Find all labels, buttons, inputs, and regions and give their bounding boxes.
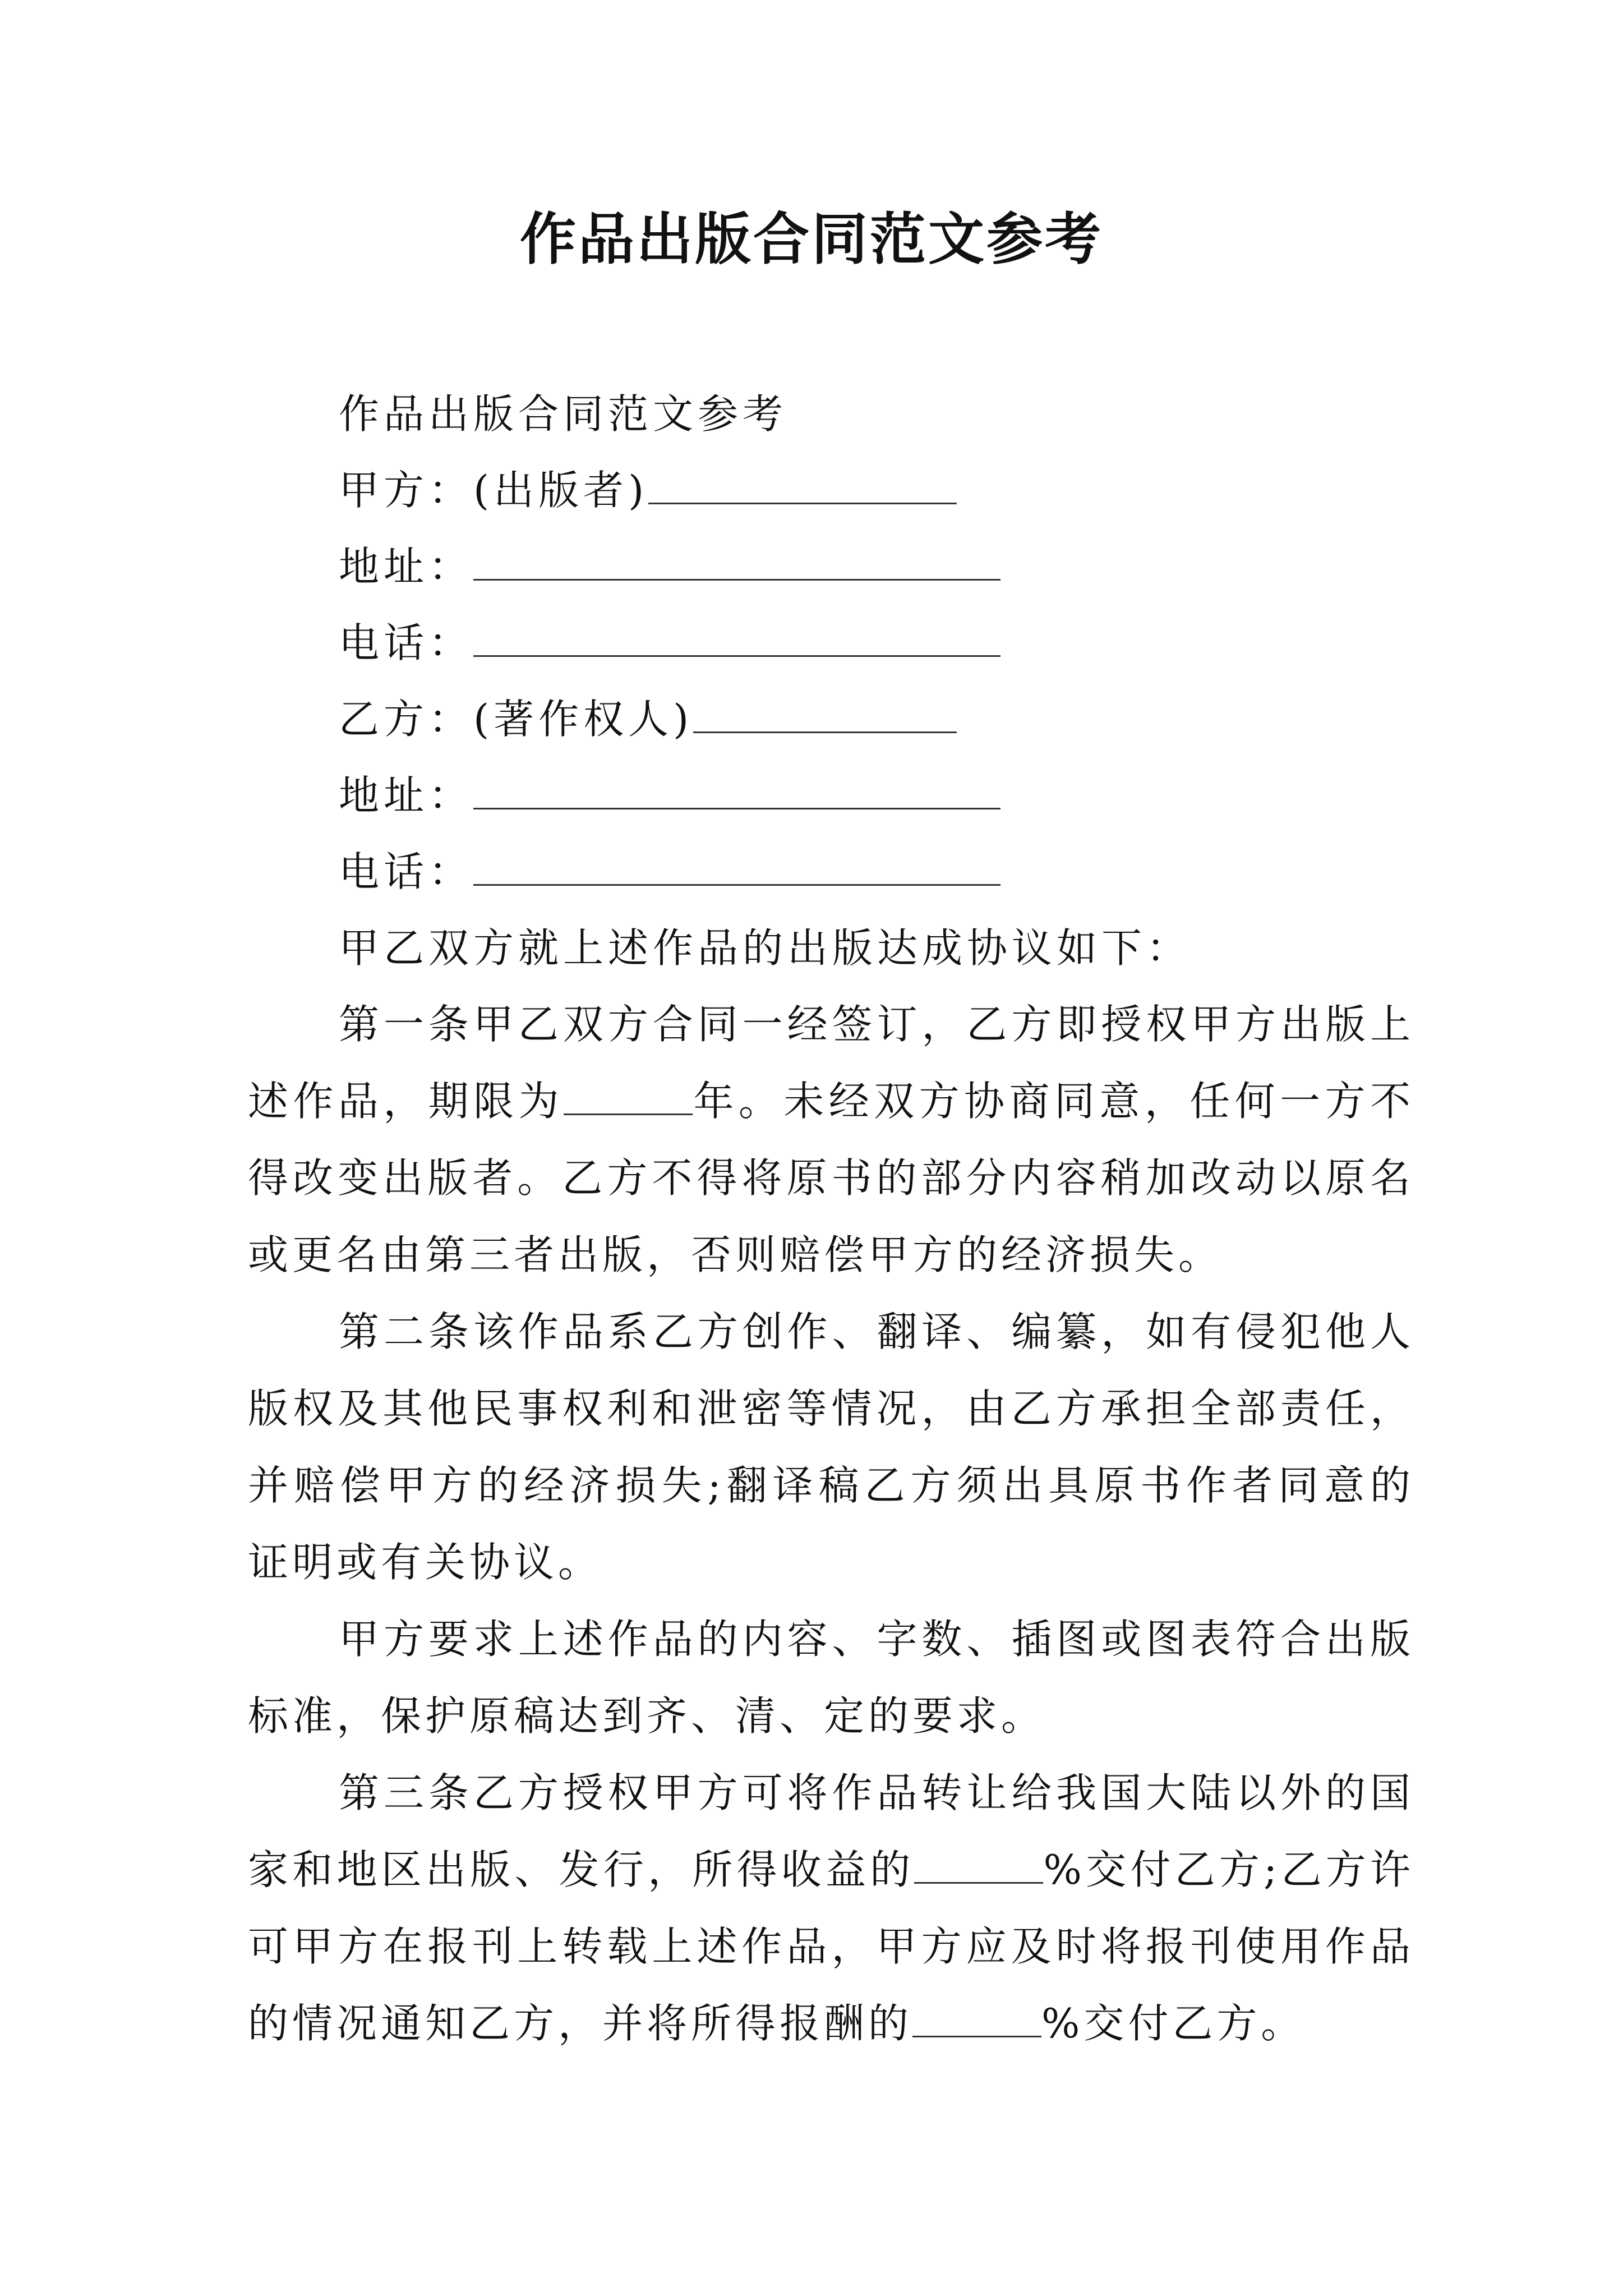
document-title: 作品出版合同范文参考 <box>520 206 1103 272</box>
article-1 <box>248 986 1414 1294</box>
article-3 <box>248 1755 1414 2062</box>
agreement-intro-line <box>248 910 1414 986</box>
party-a-label: 甲方：(出版者) <box>339 467 649 514</box>
party-b-phone-blank[interactable] <box>473 848 1000 886</box>
party-b-line <box>248 681 1414 757</box>
article-2-text: 第二条该作品系乙方创作、翻译、编纂，如有侵犯他人版权及其他民事权利和泄密等情况，由乙方承担全部责任，并赔偿甲方的经济损失;翻译稿乙方须出具原书作者同意的证明或有关协议。 <box>248 1308 1414 1586</box>
party-b-label: 乙方：(著作权人) <box>339 696 694 743</box>
article-3-part-1: 第三条乙方授权甲方可将作品转让给我国大陆以外的国家和地区出版、发行，所得收益的 <box>248 1769 1414 1893</box>
party-a-line <box>248 452 1414 528</box>
party-a-phone-label: 电话： <box>339 619 474 666</box>
subtitle-line <box>248 376 1414 452</box>
article-1-part-1: 第一条甲乙双方合同一经签订，乙方即授权甲方出版上述作品，期限为 <box>248 1001 1414 1125</box>
document-body <box>248 376 1414 2062</box>
party-a-address-label: 地址： <box>339 543 474 590</box>
party-b-phone-label: 电话： <box>339 848 474 895</box>
requirement-paragraph <box>248 1601 1414 1755</box>
party-a-phone-line <box>248 605 1414 681</box>
subtitle: 作品出版合同范文参考 <box>339 390 788 438</box>
party-b-address-blank[interactable] <box>473 771 1000 809</box>
article-1-part-2: 年。未经双方协商同意，任何一方不得改变出版者。乙方不得将原书的部分内容稍加改动以原名或更名由第三者出版，否则赔偿甲方的经济损失。 <box>248 1078 1414 1278</box>
party-a-blank[interactable] <box>648 466 957 504</box>
party-b-address-label: 地址： <box>339 772 474 819</box>
party-b-phone-line <box>248 834 1414 910</box>
article-3-part-3: %交付乙方。 <box>1041 2000 1306 2047</box>
overseas-share-blank[interactable] <box>914 1846 1043 1884</box>
party-a-phone-blank[interactable] <box>473 619 1000 657</box>
reprint-share-blank[interactable] <box>912 1999 1041 2037</box>
term-years-blank[interactable] <box>564 1077 693 1115</box>
article-2 <box>248 1294 1414 1601</box>
party-a-address-blank[interactable] <box>473 542 1000 581</box>
requirement-text: 甲方要求上述作品的内容、字数、插图或图表符合出版标准，保护原稿达到齐、清、定的要求。 <box>248 1616 1414 1740</box>
article-3-part-2: %交付乙方;乙方许可甲方在报刊上转载上述作品，甲方应及时将报刊使用作品的情况通知乙方，并将所得报酬的 <box>248 1846 1414 2047</box>
party-b-address-line <box>248 757 1414 834</box>
party-b-blank[interactable] <box>693 695 957 733</box>
agreement-intro: 甲乙双方就上述作品的出版达成协议如下： <box>339 924 1192 972</box>
party-a-address-line <box>248 528 1414 605</box>
